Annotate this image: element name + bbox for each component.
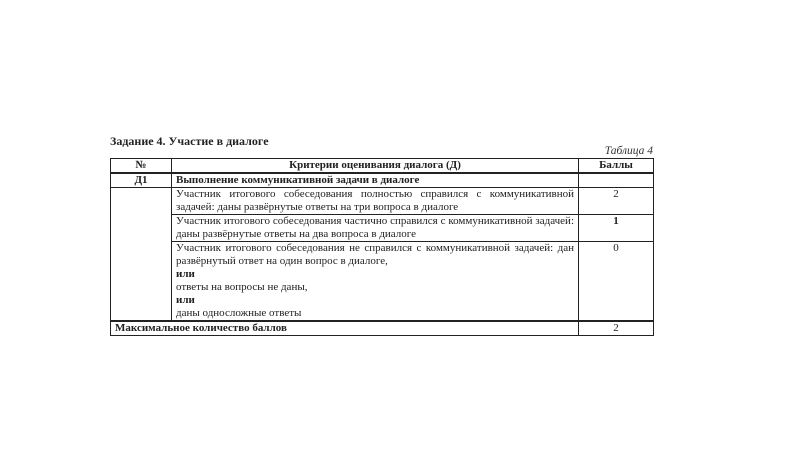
footer-label: Максимальное количество баллов [111, 321, 579, 336]
table-header-row [111, 159, 654, 174]
criterion-line: ответы на вопросы не даны, [176, 281, 308, 293]
header-criteria: Критерии оценивания диалога (Д) [172, 159, 579, 174]
empty-cell [111, 188, 172, 322]
table-row [111, 242, 654, 322]
criterion-score: 0 [579, 242, 654, 322]
table-caption: Таблица 4 [604, 145, 653, 157]
header-number: № [111, 159, 172, 174]
criterion-text: Участник итогового собеседования полностью справился с коммуникативной задачей: даны развёрнутые ответы на три вопроса в диалоге [172, 188, 579, 215]
criteria-table [110, 158, 654, 336]
task-title: Задание 4. Участие в диалоге [110, 134, 269, 148]
criterion-text-multi [172, 242, 579, 322]
footer-row [111, 321, 654, 336]
criterion-text: Участник итогового собеседования частично справился с коммуникативной задачей: даны развёрнутые ответы на два вопроса в диалоге [172, 215, 579, 242]
criterion-or: или [176, 294, 195, 306]
criterion-or: или [176, 268, 195, 280]
table-row [111, 215, 654, 242]
criterion-score: 1 [579, 215, 654, 242]
footer-score: 2 [579, 321, 654, 336]
section-code: Д1 [111, 173, 172, 188]
criterion-line: Участник итогового собеседования не справился с коммуникативной задачей: дан развёрнутый ответ на один вопрос в диалоге, [176, 242, 574, 267]
table-row [111, 188, 654, 215]
empty-cell [579, 173, 654, 188]
criterion-line: даны односложные ответы [176, 307, 302, 319]
section-label: Выполнение коммуникативной задачи в диалоге [172, 173, 579, 188]
header-score: Баллы [579, 159, 654, 174]
section-row [111, 173, 654, 188]
criterion-score: 2 [579, 188, 654, 215]
